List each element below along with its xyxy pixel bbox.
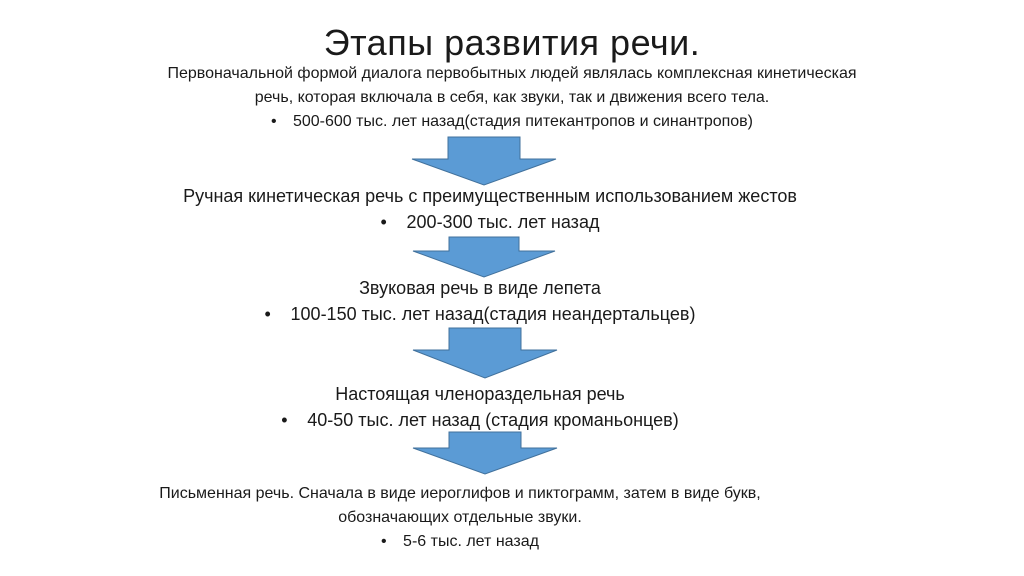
stage-5-period: • 5-6 тыс. лет назад xyxy=(381,530,539,554)
arrow-down-1 xyxy=(412,137,556,185)
stage-5-desc-line-2: обозначающих отдельные звуки. xyxy=(338,509,582,526)
stage-1-period: • 500-600 тыс. лет назад(стадия питекантропов и синантропов) xyxy=(271,110,753,134)
arrow-down-3 xyxy=(413,328,557,378)
stage-4 xyxy=(210,381,750,433)
slide-title: Этапы развития речи. xyxy=(323,22,701,63)
stage-5-desc-line-1: Письменная речь. Сначала в виде иероглифов и пиктограмм, затем в виде букв, xyxy=(159,485,761,502)
arrow-down-2 xyxy=(413,237,555,277)
stage-3 xyxy=(220,275,740,327)
stage-3-desc: Звуковая речь в виде лепета xyxy=(359,278,601,298)
stage-1-desc-line-2: речь, которая включала в себя, как звуки, так и движения всего тела. xyxy=(254,89,770,106)
stage-2 xyxy=(40,183,940,235)
stage-1 xyxy=(40,62,984,134)
arrow-down-4 xyxy=(413,432,557,474)
stage-2-desc: Ручная кинетическая речь с преимущественным использованием жестов xyxy=(183,186,797,206)
stage-4-period: • 40-50 тыс. лет назад (стадия кроманьонцев) xyxy=(281,407,678,433)
stage-4-desc: Настоящая членораздельная речь xyxy=(335,384,625,404)
stage-5 xyxy=(60,482,860,554)
stage-1-desc-line-1: Первоначальной формой диалога первобытных людей являлась комплексная кинетическая xyxy=(167,65,857,82)
stage-2-period: • 200-300 тыс. лет назад xyxy=(381,209,600,235)
stage-3-period: • 100-150 тыс. лет назад(стадия неандертальцев) xyxy=(265,301,696,327)
